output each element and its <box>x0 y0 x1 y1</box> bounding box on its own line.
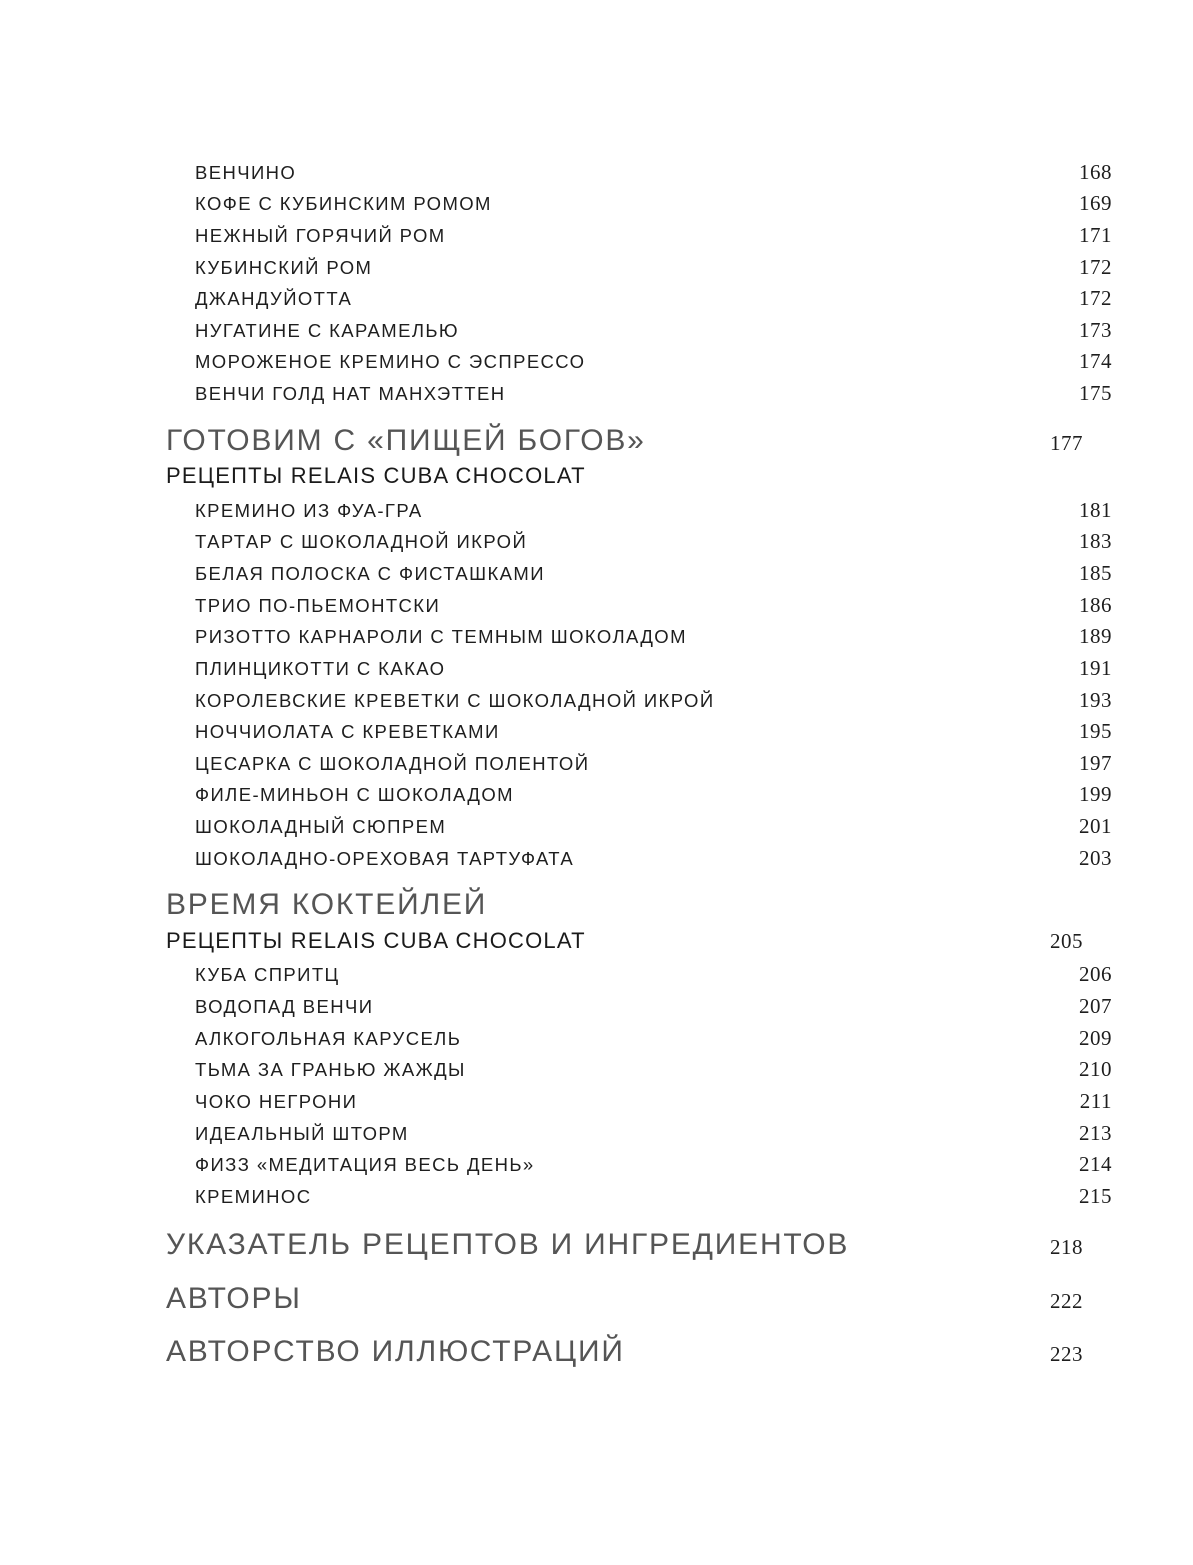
section-title: ВРЕМЯ КОКТЕЙЛЕЙ <box>166 888 488 921</box>
toc-entry-page: 206 <box>1079 962 1112 986</box>
toc-entry-title: ВЕНЧИ ГОЛД НАТ МАНХЭТТЕН <box>195 383 506 404</box>
toc-entry-page: 183 <box>1079 529 1112 553</box>
toc-entry[interactable] <box>166 1184 1112 1209</box>
toc-entry-title: НУГАТИНЕ С КАРАМЕЛЬЮ <box>195 320 460 341</box>
toc-entry-page: 199 <box>1079 782 1112 806</box>
toc-entry-title: ШОКОЛАДНЫЙ СЮПРЕМ <box>195 816 447 837</box>
toc-entry-page: 169 <box>1079 191 1112 215</box>
toc-entry[interactable] <box>166 255 1112 280</box>
section-page: 177 <box>1050 431 1083 455</box>
toc-entry[interactable] <box>166 719 1112 744</box>
toc-entry-title: РИЗОТТО КАРНАРОЛИ С ТЕМНЫМ ШОКОЛАДОМ <box>195 626 687 647</box>
toc-entry[interactable] <box>166 656 1112 681</box>
toc-entry-page: 174 <box>1079 349 1112 373</box>
section-subtitle-text: РЕЦЕПТЫ RELAIS CUBA CHOCOLAT <box>166 928 586 953</box>
toc-entry[interactable] <box>166 381 1112 406</box>
toc-entry-page: 172 <box>1079 255 1112 279</box>
toc-entry-page: 195 <box>1079 719 1112 743</box>
toc-entry[interactable] <box>166 846 1112 871</box>
section-title: ГОТОВИМ С «ПИЩЕЙ БОГОВ» <box>166 424 646 457</box>
toc-entry-page: 185 <box>1079 561 1112 585</box>
toc-entry-page: 191 <box>1079 656 1112 680</box>
toc-entry[interactable] <box>166 962 1112 987</box>
toc-entry-page: 173 <box>1079 318 1112 342</box>
toc-entry[interactable] <box>166 286 1112 311</box>
section-heading[interactable] <box>166 424 1083 458</box>
toc-entry[interactable] <box>166 751 1112 776</box>
toc-entry-page: 211 <box>1079 1089 1112 1113</box>
toc-entry-title: ИДЕАЛЬНЫЙ ШТОРМ <box>195 1123 409 1144</box>
toc-entry-title: АЛКОГОЛЬНАЯ КАРУСЕЛЬ <box>195 1028 462 1049</box>
toc-entry[interactable] <box>166 160 1112 185</box>
toc-entry-page: 175 <box>1079 381 1112 405</box>
toc-entry-page: 181 <box>1079 498 1112 522</box>
toc-entry-title: НЕЖНЫЙ ГОРЯЧИЙ РОМ <box>195 225 446 246</box>
section-title: УКАЗАТЕЛЬ РЕЦЕПТОВ И ИНГРЕДИЕНТОВ <box>166 1228 850 1261</box>
toc-entry[interactable] <box>166 191 1112 216</box>
toc-entry-title: ПЛИНЦИКОТТИ С КАКАО <box>195 658 446 679</box>
toc-entry-page: 210 <box>1079 1057 1112 1081</box>
toc-entry[interactable] <box>166 1121 1112 1146</box>
section-page: 218 <box>1050 1235 1083 1259</box>
toc-entry-title: КОРОЛЕВСКИЕ КРЕВЕТКИ С ШОКОЛАДНОЙ ИКРОЙ <box>195 690 715 711</box>
toc-entry[interactable] <box>166 593 1112 618</box>
toc-entry[interactable] <box>166 1089 1112 1114</box>
section-page: 223 <box>1050 1342 1083 1366</box>
section-heading[interactable] <box>166 888 1083 922</box>
toc-entry-title: КУБА СПРИТЦ <box>195 964 340 985</box>
toc-entry[interactable] <box>166 814 1112 839</box>
section-subtitle-text: РЕЦЕПТЫ RELAIS CUBA CHOCOLAT <box>166 463 586 488</box>
toc-entry-title: ДЖАНДУЙОТТА <box>195 288 353 309</box>
toc-entry-title: ЦЕСАРКА С ШОКОЛАДНОЙ ПОЛЕНТОЙ <box>195 753 590 774</box>
toc-entry-page: 203 <box>1079 846 1112 870</box>
toc-entry-page: 186 <box>1079 593 1112 617</box>
toc-entry-title: ЧОКО НЕГРОНИ <box>195 1091 358 1112</box>
section-heading[interactable] <box>166 1228 1083 1262</box>
toc-entry-page: 172 <box>1079 286 1112 310</box>
toc-entry-title: МОРОЖЕНОЕ КРЕМИНО С ЭСПРЕССО <box>195 351 586 372</box>
toc-entry[interactable] <box>166 529 1112 554</box>
section-heading[interactable] <box>166 1282 1083 1316</box>
toc-entry[interactable] <box>166 782 1112 807</box>
section-page: 222 <box>1050 1289 1083 1313</box>
toc-entry[interactable] <box>166 223 1112 248</box>
toc-entry-page: 193 <box>1079 688 1112 712</box>
toc-entry-title: БЕЛАЯ ПОЛОСКА С ФИСТАШКАМИ <box>195 563 545 584</box>
toc-entry-title: КРЕМИНОС <box>195 1186 312 1207</box>
toc-entry-title: ВОДОПАД ВЕНЧИ <box>195 996 374 1017</box>
toc-entry[interactable] <box>166 1057 1112 1082</box>
section-heading[interactable] <box>166 1335 1083 1369</box>
toc-entry-title: ШОКОЛАДНО-ОРЕХОВАЯ ТАРТУФАТА <box>195 848 575 869</box>
toc-entry-page: 213 <box>1079 1121 1112 1145</box>
toc-entry[interactable] <box>166 349 1112 374</box>
toc-entry-title: КРЕМИНО ИЗ ФУА-ГРА <box>195 500 423 521</box>
toc-entry-page: 201 <box>1079 814 1112 838</box>
toc-entry-title: ТЬМА ЗА ГРАНЬЮ ЖАЖДЫ <box>195 1059 466 1080</box>
toc-entry-page: 214 <box>1079 1152 1112 1176</box>
toc-entry-title: НОЧЧИОЛАТА С КРЕВЕТКАМИ <box>195 721 500 742</box>
toc-entry[interactable] <box>166 561 1112 586</box>
section-title: АВТОРЫ <box>166 1282 302 1315</box>
toc-entry-page: 209 <box>1079 1026 1112 1050</box>
toc-entry-title: ВЕНЧИНО <box>195 162 297 183</box>
toc-entry[interactable] <box>166 994 1112 1019</box>
toc-entry-page: 197 <box>1079 751 1112 775</box>
toc-entry-title: ТРИО ПО-ПЬЕМОНТСКИ <box>195 595 441 616</box>
section-subtitle <box>166 463 1083 489</box>
section-subtitle-page: 205 <box>1050 929 1083 953</box>
toc-entry[interactable] <box>166 624 1112 649</box>
section-title: АВТОРСТВО ИЛЛЮСТРАЦИЙ <box>166 1335 625 1368</box>
toc-entry-page: 207 <box>1079 994 1112 1018</box>
section-subtitle[interactable] <box>166 928 1083 954</box>
toc-entry[interactable] <box>166 498 1112 523</box>
toc-entry[interactable] <box>166 318 1112 343</box>
toc-entry-page: 171 <box>1079 223 1112 247</box>
toc-entry-title: КОФЕ С КУБИНСКИМ РОМОМ <box>195 193 492 214</box>
toc-entry-page: 189 <box>1079 624 1112 648</box>
toc-entry[interactable] <box>166 1026 1112 1051</box>
toc-entry-title: ФИЛЕ-МИНЬОН С ШОКОЛАДОМ <box>195 784 514 805</box>
toc-entry-page: 168 <box>1079 160 1112 184</box>
toc-entry-page: 215 <box>1079 1184 1112 1208</box>
toc-entry[interactable] <box>166 688 1112 713</box>
toc-entry[interactable] <box>166 1152 1112 1177</box>
toc-entry-title: КУБИНСКИЙ РОМ <box>195 257 373 278</box>
toc-entry-title: ТАРТАР С ШОКОЛАДНОЙ ИКРОЙ <box>195 531 528 552</box>
toc-entry-title: ФИЗЗ «МЕДИТАЦИЯ ВЕСЬ ДЕНЬ» <box>195 1154 535 1175</box>
